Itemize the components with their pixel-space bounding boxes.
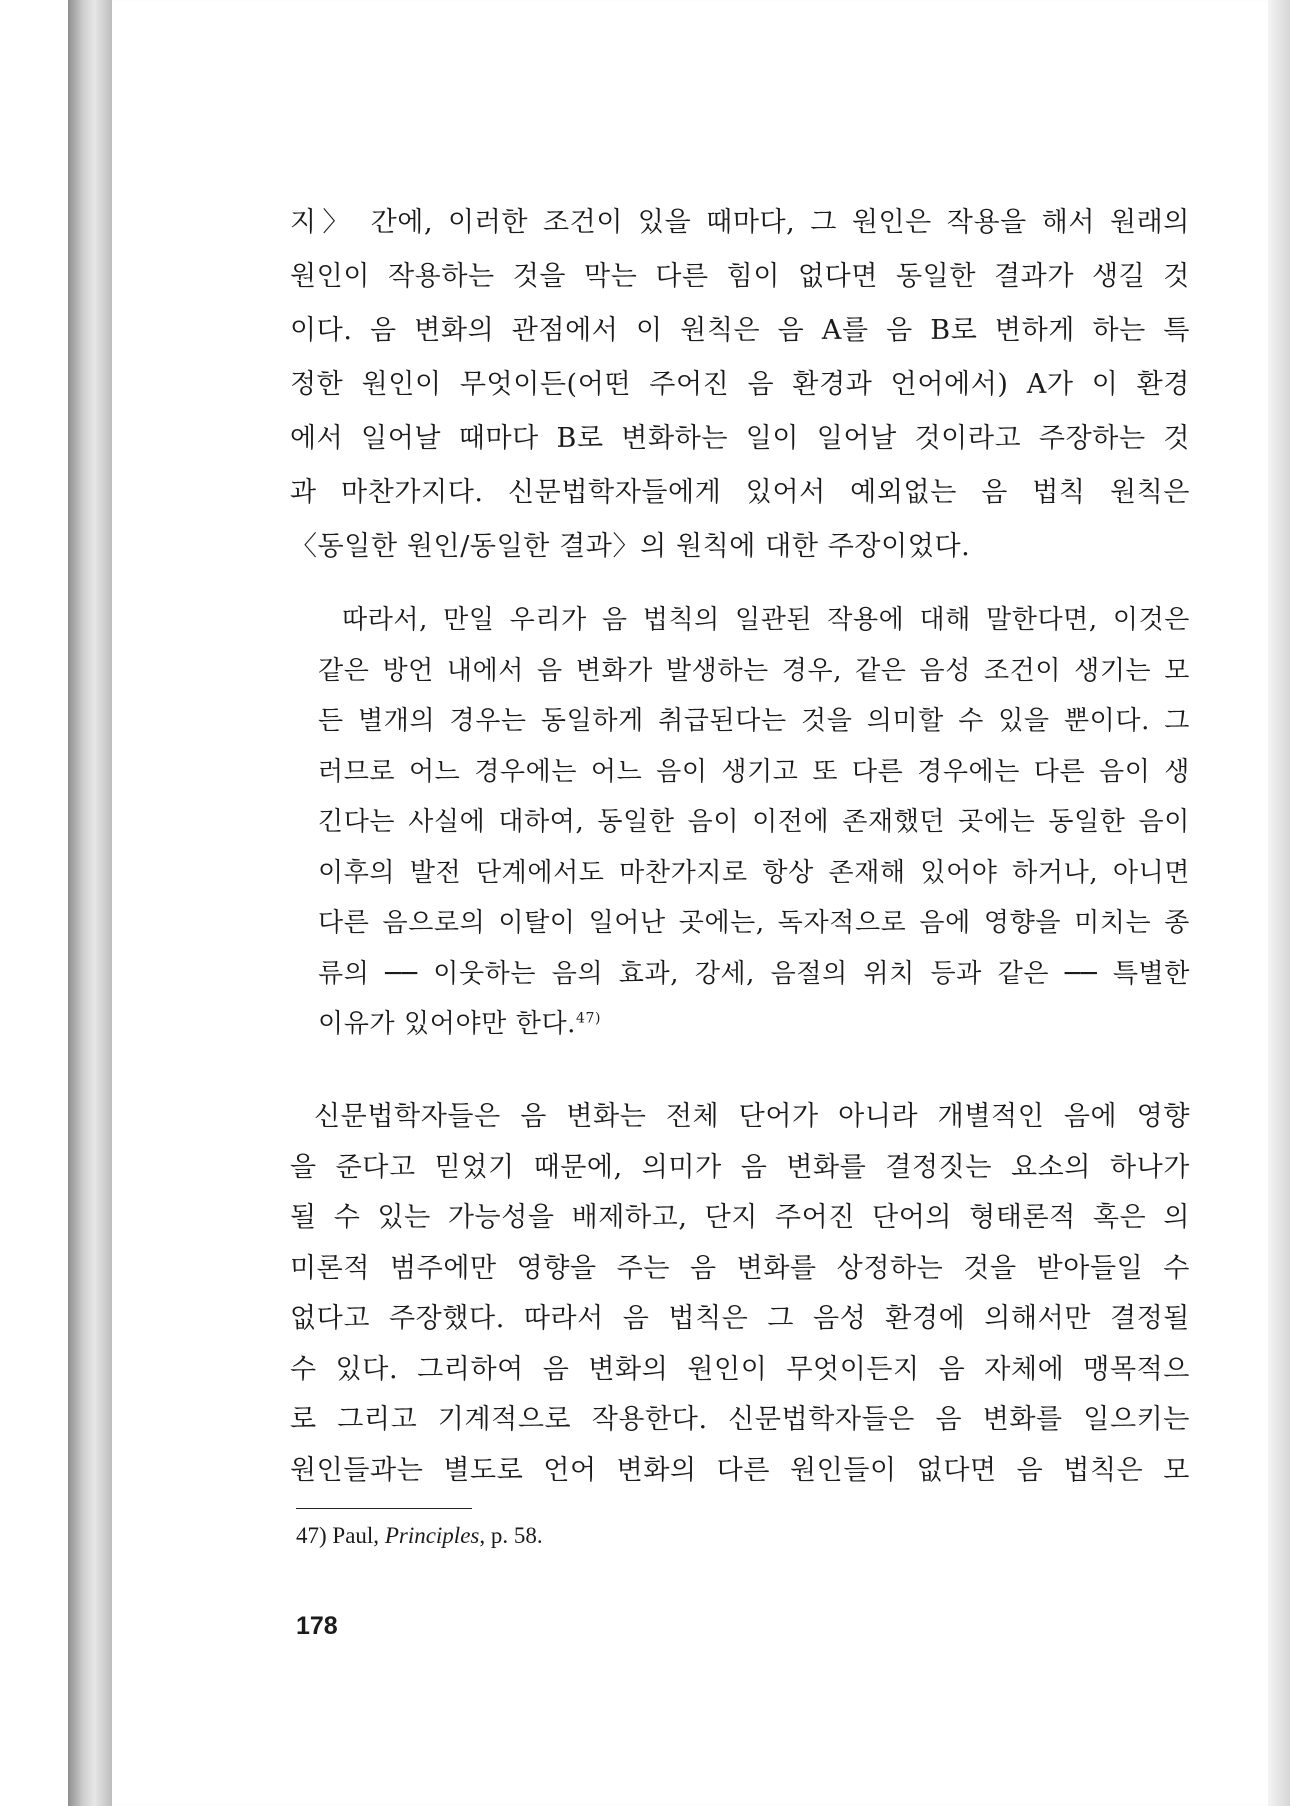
- text-line: 과 마찬가지다. 신문법학자들에게 있어서 예외없는 음 법칙 원칙은: [290, 477, 1190, 508]
- text-line: 을 준다고 믿었기 때문에, 의미가 음 변화를 결정짓는 요소의 하나가: [290, 1151, 1190, 1183]
- text-line: 이다. 음 변화의 관점에서 이 원칙은 음 A를 음 B로 변하게 하는 특: [290, 315, 1190, 346]
- footnote-number: 47): [296, 1523, 327, 1548]
- quote-line: 따라서, 만일 우리가 음 법칙의 일관된 작용에 대해 말한다면, 이것은: [342, 605, 1190, 635]
- text-line: 미론적 범주에만 영향을 주는 음 변화를 상정하는 것을 받아들일 수: [290, 1252, 1190, 1284]
- text-line: 정한 원인이 무엇이든(어떤 주어진 음 환경과 언어에서) A가 이 환경: [290, 369, 1190, 400]
- block-quote: [318, 595, 1190, 1050]
- quote-line: 이유가 있어야만 한다.: [318, 1009, 577, 1039]
- page-edge: [1268, 0, 1290, 1806]
- text-line: 수 있다. 그리하여 음 변화의 원인이 무엇이든지 음 자체에 맹목적으: [290, 1353, 1190, 1385]
- quote-line: 류의 ── 이웃하는 음의 효과, 강세, 음절의 위치 등과 같은 ── 특별한: [318, 958, 1190, 989]
- quote-line: 같은 방언 내에서 음 변화가 발생하는 경우, 같은 음성 조건이 생기는 모: [318, 655, 1190, 686]
- text-line: 원인이 작용하는 것을 막는 다른 힘이 없다면 동일한 결과가 생길 것: [290, 261, 1190, 292]
- footnote-author: Paul,: [332, 1523, 380, 1548]
- quote-line: 다른 음으로의 이탈이 일어난 곳에는, 독자적으로 음에 영향을 미치는 종: [318, 908, 1190, 938]
- text-line: 〈동일한 원인/동일한 결과〉의 원칙에 대한 주장이었다.: [290, 531, 971, 562]
- text-line: 지〉 간에, 이러한 조건이 있을 때마다, 그 원인은 작용을 해서 원래의: [290, 207, 1190, 238]
- body-paragraph-1: [290, 196, 1190, 574]
- text-line: 로 그리고 기계적으로 작용한다. 신문법학자들은 음 변화를 일으키는: [290, 1404, 1190, 1435]
- quote-line: 이후의 발전 단계에서도 마찬가지로 항상 존재해 있어야 하거나, 아니면: [318, 857, 1190, 888]
- footnote-title: Principles: [384, 1523, 480, 1548]
- quote-last-line: [318, 999, 1190, 1050]
- text-line: 신문법학자들은 음 변화는 전체 단어가 아니라 개별적인 음에 영향: [314, 1101, 1190, 1132]
- footnote-page: , p. 58.: [479, 1523, 543, 1548]
- page-number: 178: [296, 1612, 338, 1640]
- footnote: [296, 1523, 543, 1549]
- book-spine: [68, 0, 112, 1806]
- text-line: 원인들과는 별도로 언어 변화의 다른 원인들이 없다면 음 법칙은 모: [290, 1454, 1190, 1486]
- text-line: 될 수 있는 가능성을 배제하고, 단지 주어진 단어의 형태론적 혹은 의: [290, 1202, 1190, 1233]
- quote-line: 긴다는 사실에 대하여, 동일한 음이 이전에 존재했던 곳에는 동일한 음이: [318, 807, 1190, 837]
- footnote-divider: [296, 1508, 472, 1509]
- body-paragraph-2: [290, 1092, 1190, 1496]
- quote-line: 든 별개의 경우는 동일하게 취급된다는 것을 의미할 수 있을 뿐이다. 그: [318, 706, 1190, 736]
- text-line: 없다고 주장했다. 따라서 음 법칙은 그 음성 환경에 의해서만 결정될: [290, 1303, 1190, 1334]
- footnote-marker[interactable]: 47): [576, 1010, 602, 1027]
- text-line: 에서 일어날 때마다 B로 변화하는 일이 일어날 것이라고 주장하는 것: [290, 423, 1190, 454]
- quote-line: 러므로 어느 경우에는 어느 음이 생기고 또 다른 경우에는 다른 음이 생: [318, 756, 1190, 787]
